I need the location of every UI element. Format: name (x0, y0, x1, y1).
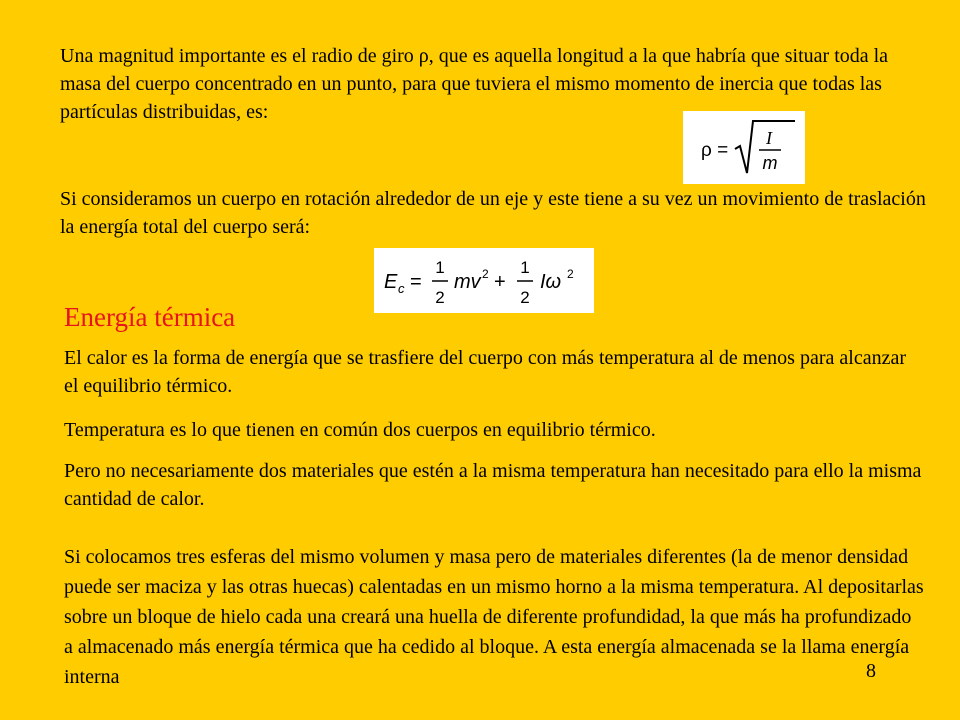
paragraph-calor: El calor es la forma de energía que se trasfiere del cuerpo con más temperatura al de menos para alcanzar el equilibrio térmico. (64, 347, 906, 397)
paragraph-radio-giro: Una magnitud importante es el radio de giro ρ, que es aquella longitud a la que habría que situar toda la masa del cuerpo concentrado en un punto, para que tuviera el mismo momento de inercia que todas las partículas distribuidas, es: (60, 45, 889, 123)
section-heading-energia-termica: Energía térmica (64, 302, 236, 332)
formula-radio-giro-svg (683, 111, 805, 184)
formula-radio-numerator: I (766, 128, 772, 148)
frac1-num: 1 (435, 258, 445, 277)
frac1-den: 2 (435, 288, 445, 307)
formula-radio-giro (683, 111, 805, 184)
frac2-num: 1 (520, 258, 530, 277)
term-iw-exp: 2 (567, 267, 574, 281)
frac2-den: 2 (520, 288, 530, 307)
formula-radio-denominator: m (762, 153, 778, 173)
formula-energia-svg (374, 248, 594, 313)
term-mv: mv (454, 271, 481, 293)
paragraph-esferas: Si colocamos tres esferas del mismo volumen y masa pero de materiales diferentes (la de menor densidad puede ser maciza y las otras huecas) calentadas en un mismo horno a la misma temperatura. Al depositarlas sobre un bloque de hielo cada una creará una huella de diferente profundidad, la que más ha profundizado a almacenado más energía térmica que ha cedido al bloque. A esta energía almacenada se la llama energía interna (64, 546, 924, 688)
term-mv-exp: 2 (482, 267, 489, 281)
formula-equals: = (410, 271, 422, 293)
page-number: 8 (866, 660, 876, 682)
formula-plus: + (494, 271, 506, 293)
formula-lhs: E (384, 271, 398, 293)
paragraph-rotacion: Si consideramos un cuerpo en rotación alrededor de un eje y este tiene a su vez un movimiento de traslación la energía total del cuerpo será: (60, 188, 926, 238)
formula-lhs-sub: c (398, 281, 405, 296)
paragraph-temperatura: Temperatura es lo que tienen en común dos cuerpos en equilibrio térmico. (64, 419, 656, 441)
term-iw: Iω (540, 271, 562, 293)
formula-radio-lhs: ρ = (701, 140, 729, 161)
formula-energia-cinetica (374, 248, 594, 313)
paragraph-materiales: Pero no necesariamente dos materiales que estén a la misma temperatura han necesitado para ello la misma cantidad de calor. (64, 460, 922, 510)
